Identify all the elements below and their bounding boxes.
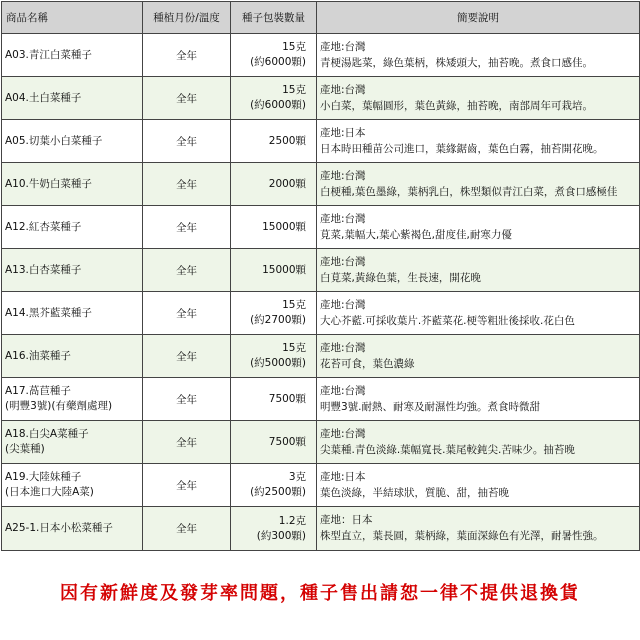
table-row [2,421,640,464]
table-row [2,507,640,551]
description-line-2: 莧菜,葉幅大,葉心紫褐色,甜度佳,耐寒力優 [320,229,512,241]
product-name-line-1: A04.土白菜種子 [5,91,82,104]
description-line-1: 產地:日本 [320,471,366,483]
planting-season [143,120,231,163]
description [317,249,640,292]
description-line-1: 產地:台灣 [320,256,366,268]
description-line-2: 尖葉種.青色淡綠.葉幅寬長.葉尾較鈍尖.苦味少。抽苔晚 [320,444,575,456]
package-quantity-line-1: 7500顆 [268,392,306,405]
description-line-1: 產地:台灣 [320,385,366,397]
description-line-2: 青梗湯匙菜，綠色葉柄，株矮頭大，抽苔晚。煮食口感佳。 [320,57,593,69]
package-quantity [231,421,317,464]
description [317,421,640,464]
package-quantity [231,163,317,206]
header-desc: 簡要說明 [317,2,640,34]
package-quantity-line-1: 15克 [282,41,306,53]
description-line-2: 明豐3號.耐熱、耐寒及耐濕性均強。煮食時微甜 [320,401,541,413]
package-quantity-line-1: 15000顆 [262,220,306,233]
description-line-1: 產地:台灣 [320,299,366,311]
product-name-line-1: A13.白杏菜種子 [5,263,82,276]
package-quantity-line-1: 1.2克 [278,514,306,527]
description [317,34,640,77]
planting-season [143,507,231,551]
description [317,378,640,421]
table-row [2,163,640,206]
product-name [2,464,143,507]
description-line-2: 葉色淡綠，半結球狀，質脆、甜，抽苔晚 [320,487,509,499]
product-name [2,249,143,292]
planting-season-line-1: 全年 [176,436,197,449]
table-row [2,335,640,378]
package-quantity-line-2: (約2500顆) [250,486,306,498]
description-line-2: 日本時田種苗公司進口，葉緣鋸齒，葉色白霧，抽苔開花晚。 [320,143,604,155]
package-quantity-line-1: 15000顆 [262,263,306,276]
planting-season [143,77,231,120]
product-name [2,378,143,421]
description-line-1: 產地：日本 [320,514,373,526]
package-quantity [231,34,317,77]
table-row [2,77,640,120]
product-name-line-1: A12.紅杏菜種子 [5,220,82,233]
package-quantity [231,464,317,507]
table-row [2,34,640,77]
product-name [2,34,143,77]
product-name-line-1: A16.油菜種子 [5,349,71,362]
product-name-line-1: A18.白尖A菜種子 [5,428,89,440]
description [317,292,640,335]
product-name-line-1: A10.牛奶白菜種子 [5,177,92,190]
description-line-2: 白莧菜,黃綠色葉，生長速，開花晚 [320,272,481,284]
product-name-line-1: A03.青江白菜種子 [5,48,92,61]
description [317,464,640,507]
product-name-line-2: (明豐3號)(有藥劑處理) [5,400,113,412]
product-name-line-1: A17.萵苣種子 [5,385,71,397]
planting-season [143,34,231,77]
description-line-1: 產地:台灣 [320,213,366,225]
package-quantity [231,378,317,421]
table-row [2,292,640,335]
header-qty: 種子包裝數量 [231,2,317,34]
table-row [2,378,640,421]
description [317,163,640,206]
table-row [2,464,640,507]
description [317,77,640,120]
package-quantity-line-2: (約2700顆) [250,314,306,326]
description-line-1: 產地:台灣 [320,428,366,440]
description [317,206,640,249]
planting-season [143,163,231,206]
package-quantity [231,249,317,292]
product-name [2,206,143,249]
description-line-2: 株型直立，葉長圓，葉柄綠，葉面深綠色有光澤，耐暑性強。 [320,530,604,542]
description-line-2: 白梗種,葉色墨綠，葉柄乳白，株型類似青江白菜，煮食口感極佳 [320,186,618,198]
package-quantity [231,120,317,163]
planting-season-line-1: 全年 [176,350,197,363]
planting-season-line-1: 全年 [176,393,197,406]
description-line-1: 產地:台灣 [320,84,366,96]
planting-season-line-1: 全年 [176,92,197,105]
planting-season [143,335,231,378]
package-quantity-line-1: 7500顆 [268,435,306,448]
product-name [2,421,143,464]
package-quantity-line-1: 15克 [282,84,306,96]
description-line-1: 產地:日本 [320,127,366,139]
description-line-2: 大心芥藍.可採收葉片.芥藍菜花.梗等粗壯後採收.花白色 [320,315,575,327]
description [317,335,640,378]
planting-season-line-1: 全年 [176,307,197,320]
package-quantity [231,206,317,249]
description [317,507,640,551]
description-line-1: 產地:台灣 [320,41,366,53]
package-quantity-line-1: 15克 [282,342,306,354]
planting-season-line-1: 全年 [176,221,197,234]
planting-season-line-1: 全年 [176,135,197,148]
planting-season [143,378,231,421]
header-season: 種植月份/溫度 [143,2,231,34]
package-quantity [231,292,317,335]
planting-season-line-1: 全年 [176,178,197,191]
product-name [2,292,143,335]
description-line-1: 產地:台灣 [320,170,366,182]
product-name-line-1: A14.黑芥藍菜種子 [5,306,92,319]
product-name-line-2: (尖葉種) [5,443,45,455]
package-quantity [231,77,317,120]
table-row [2,120,640,163]
package-quantity-line-1: 2000顆 [268,177,306,190]
table-body [2,34,640,551]
planting-season [143,249,231,292]
planting-season [143,292,231,335]
package-quantity-line-2: (約5000顆) [250,357,306,369]
product-name [2,120,143,163]
package-quantity-line-2: (約6000顆) [250,99,306,111]
planting-season-line-1: 全年 [176,479,197,492]
product-name [2,507,143,551]
description-line-2: 小白菜，葉幅圓形，葉色黃綠，抽苔晚，南部周年可栽培。 [320,100,593,112]
product-name [2,77,143,120]
table-header-row [2,2,640,34]
product-name-line-1: A25-1.日本小松菜種子 [5,522,113,534]
planting-season-line-1: 全年 [176,49,197,62]
package-quantity [231,335,317,378]
product-name-line-2: (日本進口大陸A菜) [5,486,94,498]
description-line-1: 產地:台灣 [320,342,366,354]
product-name [2,335,143,378]
package-quantity-line-2: (約6000顆) [250,56,306,68]
return-policy-notice: 因有新鮮度及發芽率問題，種子售出請恕一律不提供退換貨 [60,583,580,604]
package-quantity-line-1: 3克 [288,471,306,483]
planting-season [143,421,231,464]
package-quantity-line-1: 15克 [282,299,306,311]
package-quantity [231,507,317,551]
planting-season-line-1: 全年 [176,523,197,535]
product-name-line-1: A19.大陸妹種子 [5,471,82,483]
table-row [2,206,640,249]
product-name [2,163,143,206]
product-name-line-1: A05.切葉小白菜種子 [5,134,103,147]
seed-table [1,1,640,551]
description-line-2: 花苔可食，葉色濃綠 [320,358,415,370]
planting-season [143,206,231,249]
table-row [2,249,640,292]
description [317,120,640,163]
package-quantity-line-2: (約300顆) [256,529,306,542]
planting-season-line-1: 全年 [176,264,197,277]
package-quantity-line-1: 2500顆 [268,134,306,147]
planting-season [143,464,231,507]
header-name: 商品名稱 [2,2,143,34]
